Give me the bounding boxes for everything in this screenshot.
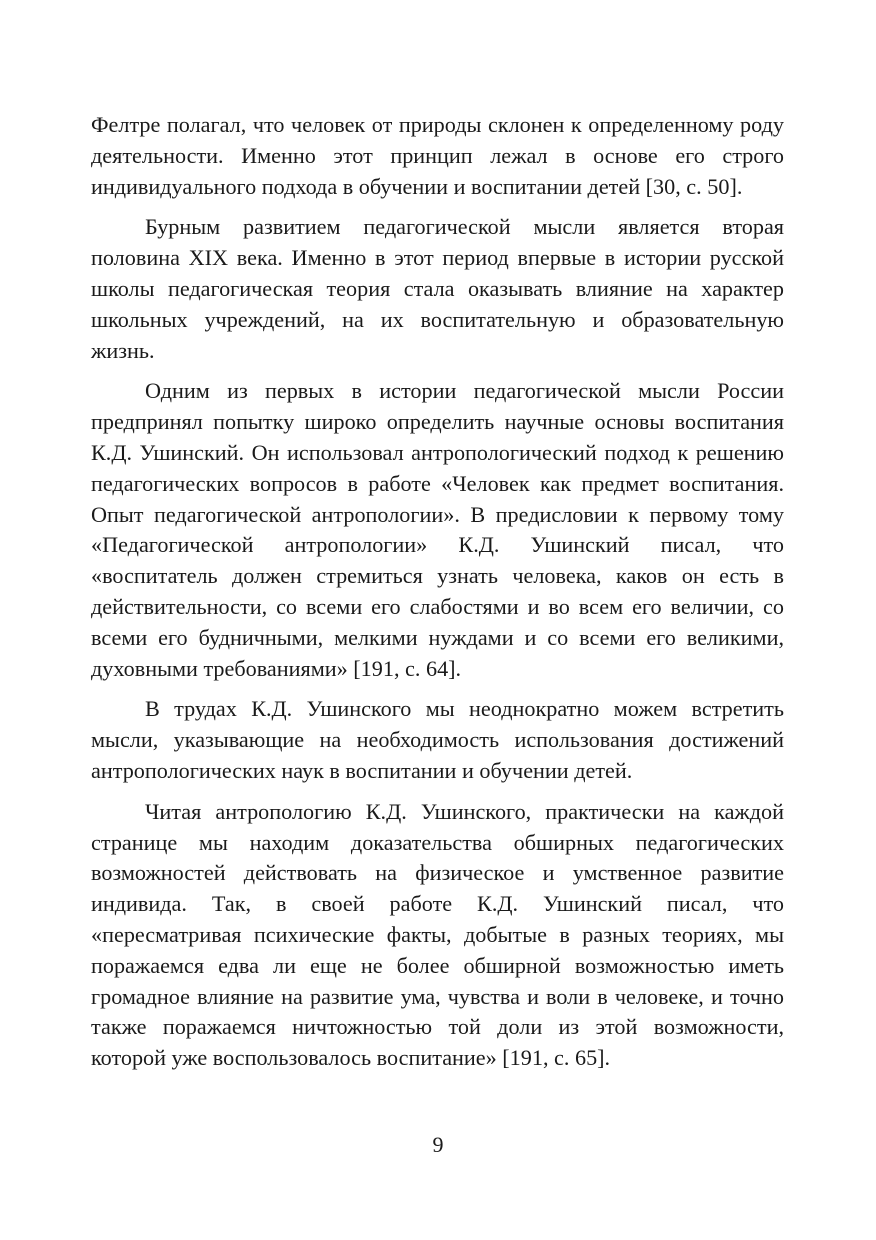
paragraph: В трудах К.Д. Ушинского мы неоднократно можем встретить мысли, указывающие на необходимость использования достижений антропологических наук в воспитании и обучении детей. bbox=[91, 696, 784, 783]
paragraph: Читая антропологию К.Д. Ушинского, практически на каждой странице мы находим доказательства обширных педагогических возможностей действовать на физическое и умственное развитие индивида. Так, в своей работе К.Д. Ушинский писал, что «пересматривая психические факты, добытые в разных теориях, мы поражаемся едва ли еще не более обширной возможностью иметь громадное влияние на развитие ума, чувства и воли в человеке, и точно также поражаемся ничтожностью той доли из этой возможности, которой уже воспользовалось воспитание» [191, с. 65]. bbox=[91, 798, 784, 1071]
paragraph: Бурным развитием педагогической мысли является вторая половина XIX века. Именно в этот период впервые в истории русской школы педагогическая теория стала оказывать влияние на характер школьных учреждений, на их воспитательную и образовательную жизнь. bbox=[91, 214, 784, 363]
paragraph: Одним из первых в истории педагогической мысли России предпринял попытку широко определить научные основы воспитания К.Д. Ушинский. Он использовал антропологический подход к решению педагогических вопросов в работе «Человек как предмет воспитания. Опыт педагогической антропологии». В предисловии к первому тому «Педагогической антропологии» К.Д. Ушинский писал, что «воспитатель должен стремиться узнать человека, каков он есть в действительности, со всеми его слабостями и во всем его величии, со всеми его будничными, мелкими нуждами и со всеми его великими, духовными требованиями» [191, с. 64]. bbox=[91, 378, 784, 681]
paragraph-continuation: Фелтре полагал, что человек от природы склонен к определенному роду деятельности. Именно этот принцип лежал в основе его строго индивидуального подхода в обучении и воспитании детей [30, с. 50]. bbox=[91, 112, 784, 199]
body-text bbox=[91, 110, 784, 1084]
page-number: 9 bbox=[432, 1132, 444, 1157]
